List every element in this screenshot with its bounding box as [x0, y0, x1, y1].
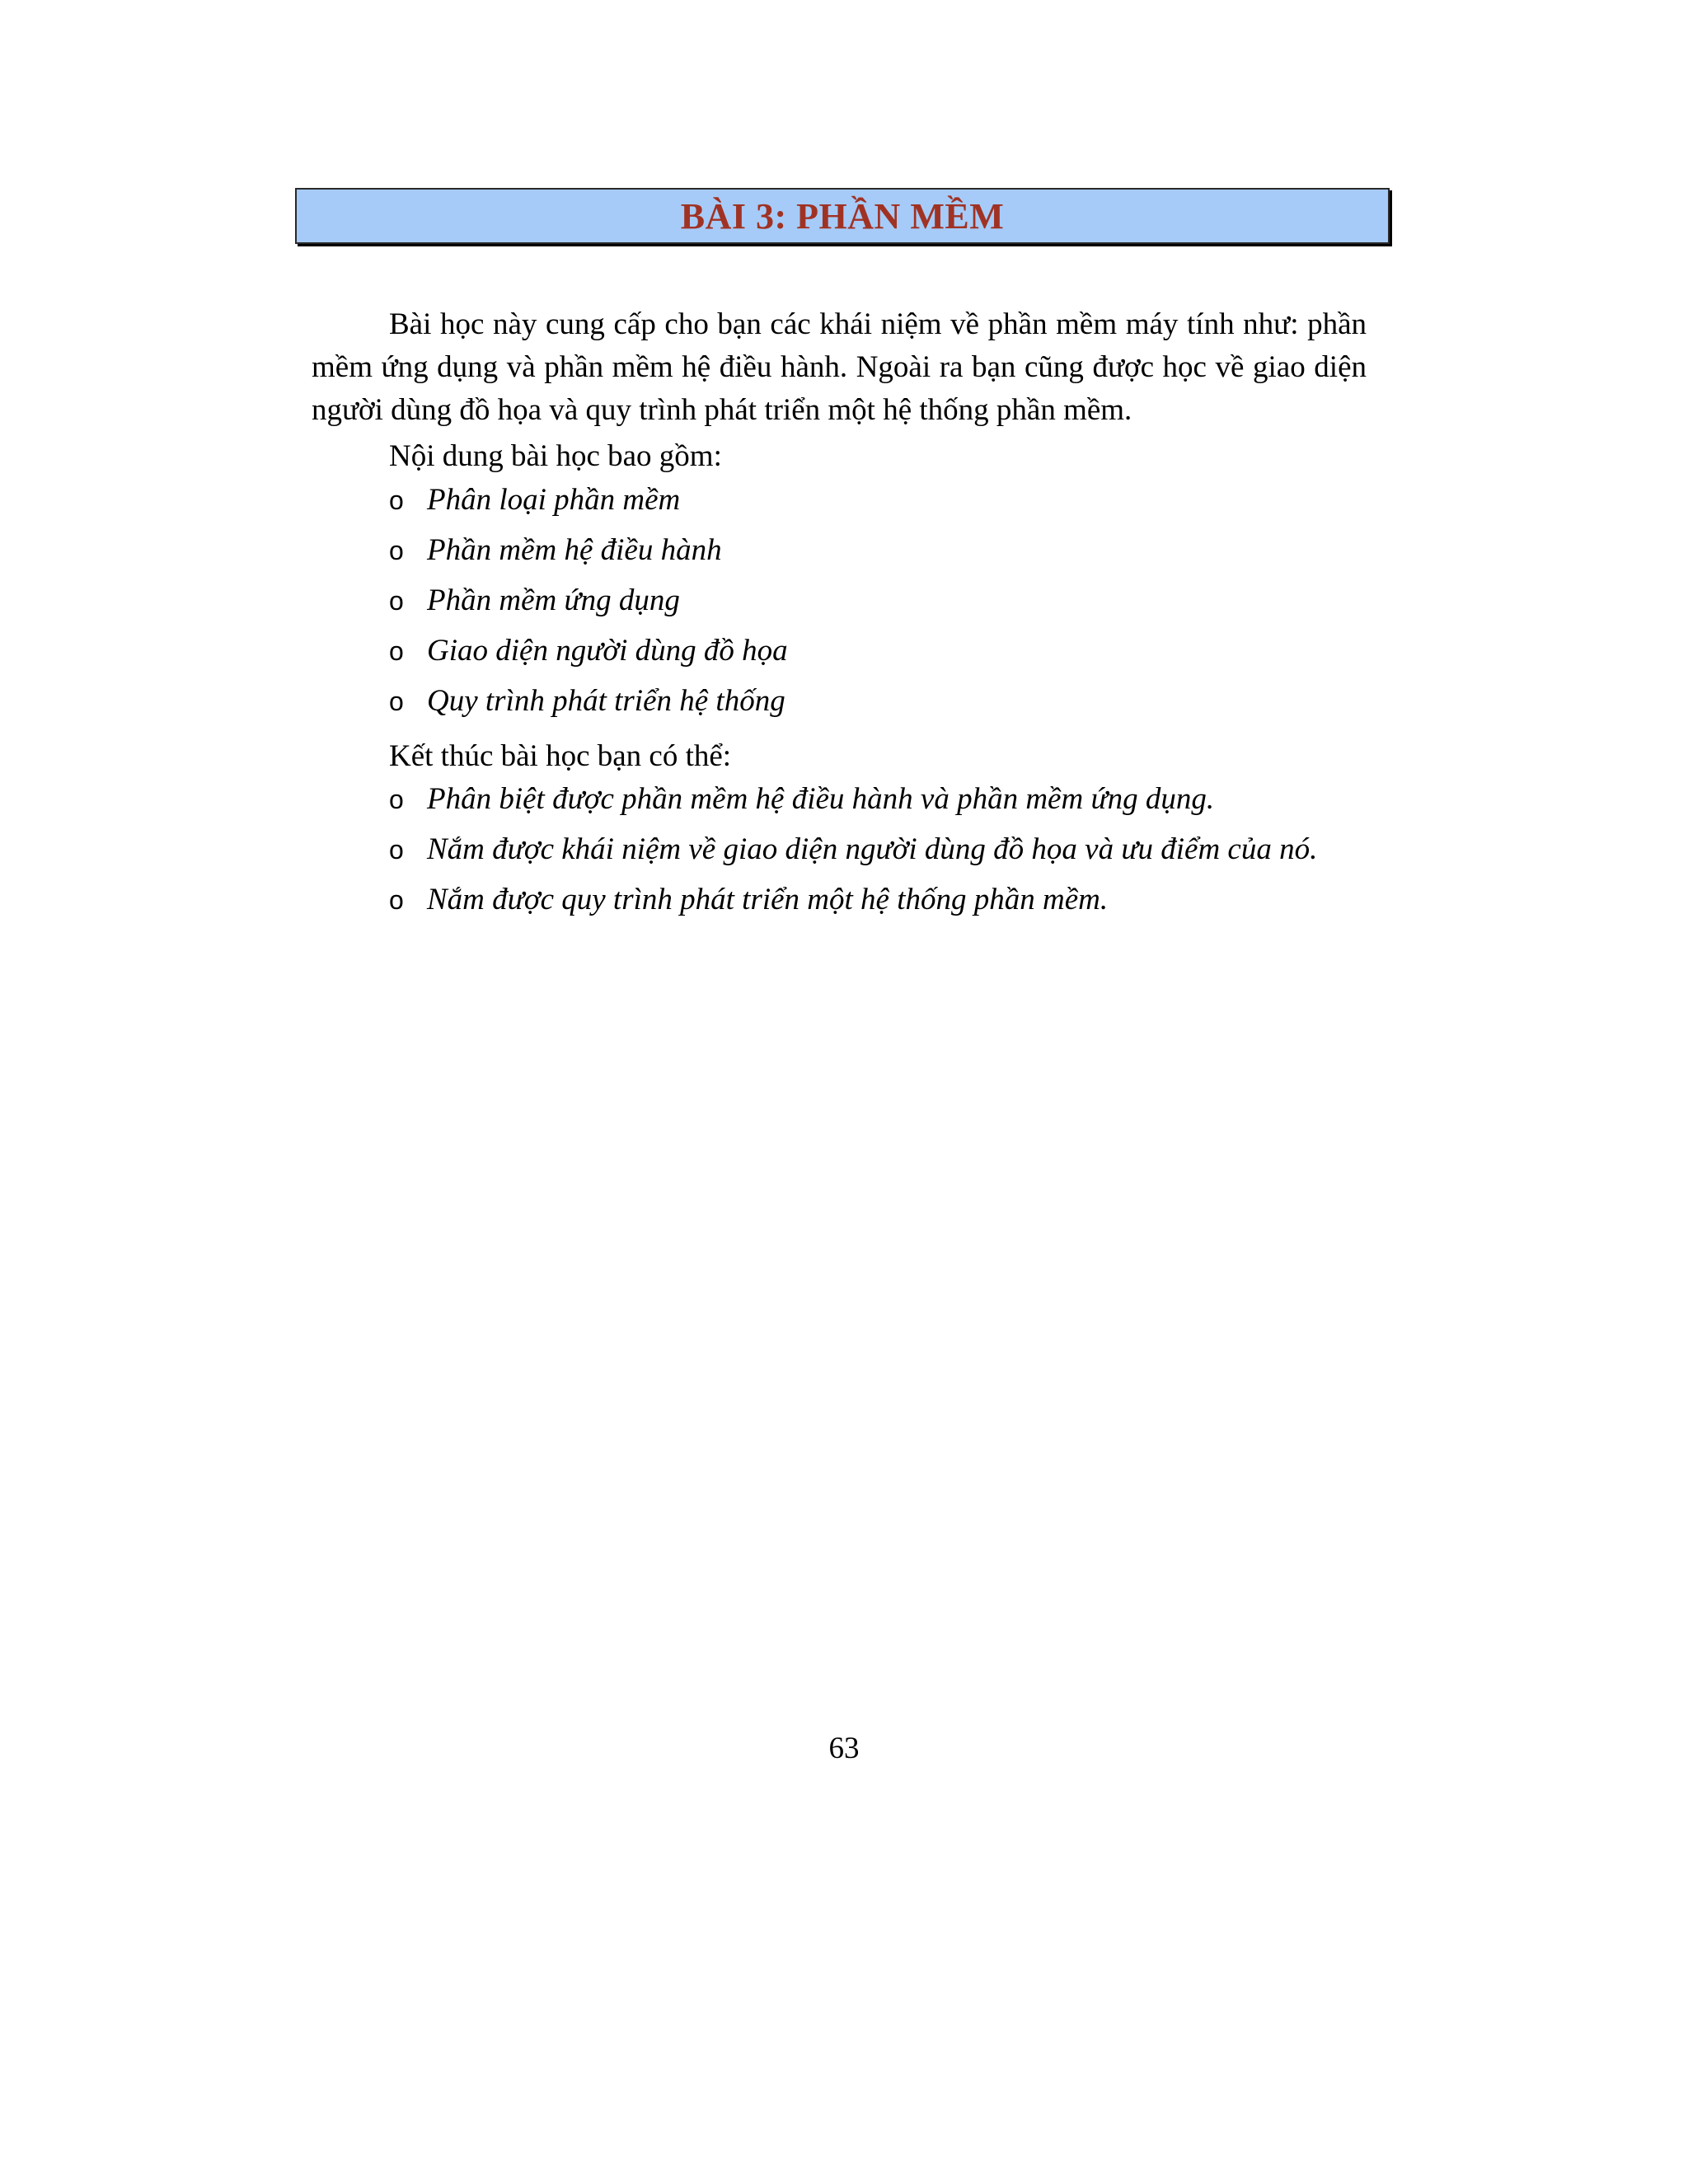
page-number: 63 — [828, 1732, 860, 1765]
bullet-marker: o — [389, 885, 404, 915]
contents-list — [389, 482, 788, 733]
list-item — [389, 633, 788, 683]
list-item — [389, 882, 1317, 932]
bullet-marker: o — [389, 536, 404, 565]
bullet-marker: o — [389, 785, 404, 814]
list-item — [389, 832, 1317, 882]
lesson-title-banner — [295, 188, 1390, 244]
contents-item-text: Phân loại phần mềm — [427, 483, 681, 517]
bullet-marker: o — [389, 835, 404, 865]
bullet-marker: o — [389, 636, 404, 666]
list-item — [389, 532, 788, 583]
bullet-marker: o — [389, 687, 404, 716]
bullet-marker: o — [389, 485, 404, 515]
lesson-title: BÀI 3: PHẦN MỀM — [680, 195, 1005, 237]
outcomes-list — [389, 781, 1317, 932]
contents-item-text: Phần mềm hệ điều hành — [427, 533, 722, 567]
outcomes-item-text: Nắm được khái niệm về giao diện người dùng đồ họa và ưu điểm của nó. — [427, 832, 1318, 866]
list-item — [389, 583, 788, 633]
list-item — [389, 482, 788, 532]
contents-item-text: Quy trình phát triển hệ thống — [427, 684, 785, 718]
list-item — [389, 781, 1317, 832]
contents-item-text: Phần mềm ứng dụng — [427, 583, 680, 617]
contents-item-text: Giao diện người dùng đồ họa — [427, 634, 788, 668]
list-item — [389, 683, 788, 733]
outcomes-item-text: Nắm được quy trình phát triển một hệ thống phần mềm. — [427, 883, 1109, 916]
outcomes-heading: Kết thúc bài học bạn có thể: — [389, 739, 732, 773]
bullet-marker: o — [389, 586, 404, 616]
outcomes-item-text: Phân biệt được phần mềm hệ điều hành và phần mềm ứng dụng. — [427, 782, 1215, 816]
contents-heading: Nội dung bài học bao gồm: — [389, 439, 722, 473]
intro-paragraph: Bài học này cung cấp cho bạn các khái niệm về phần mềm máy tính như: phần mềm ứng dụng và phần mềm hệ điều hành. Ngoài ra bạn cũng được học về giao diện người dùng đồ họa và quy trình phát triển một hệ thống phần mềm. — [312, 307, 1367, 427]
